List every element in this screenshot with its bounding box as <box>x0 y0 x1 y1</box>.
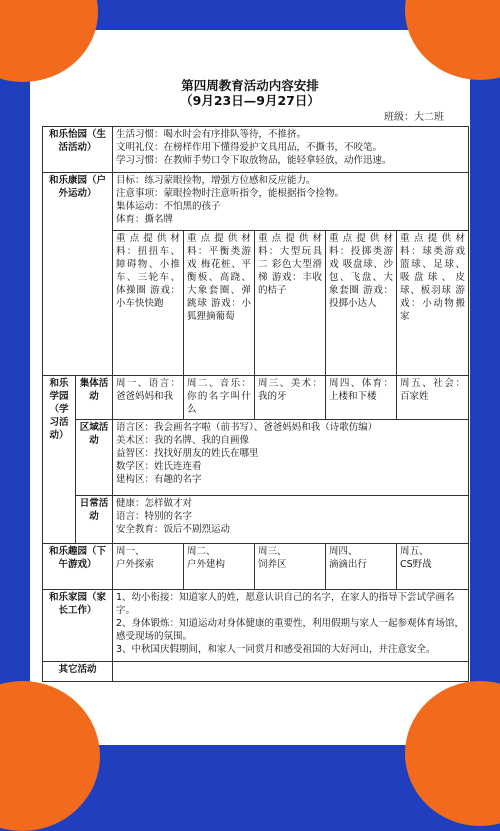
life-line: 学习习惯：在教师手势口令下取放物品，能轻拿轻放，动作迅速。 <box>116 155 392 166</box>
games-row <box>43 544 469 590</box>
family-header: 和乐家园（家长工作） <box>43 590 113 662</box>
family-row <box>43 590 469 662</box>
outdoor-line: 目标：练习蒙眼捡物，增强方位感和反应能力。 <box>116 175 316 186</box>
other-content <box>113 662 469 682</box>
group-day-cell: 周五、社会：百家姓 <box>397 376 469 420</box>
date-range: （9月23日—9月27日） <box>180 93 320 108</box>
learning-daily-row <box>43 496 469 544</box>
family-line: 2、身体锻炼：知道运动对身体健康的重要性，利用假期与家人一起参观体育场馆，感受现场的氛围。 <box>116 618 465 642</box>
outdoor-header: 和乐康园（户外运动） <box>43 173 113 376</box>
game-day: 周二、 <box>187 546 216 557</box>
game-activity: 户外探索 <box>116 559 155 570</box>
other-row <box>43 662 469 682</box>
area-line: 建构区：有趣的名字 <box>116 474 202 485</box>
area-activity-content <box>113 420 469 496</box>
outdoor-content <box>113 173 469 231</box>
game-day-cell <box>184 544 255 590</box>
area-line: 语言区：我会画名字啦（前书写）、爸爸妈妈和我（诗歌仿编） <box>116 422 378 433</box>
group-day-cell: 周一、语言：爸爸妈妈和我 <box>113 376 184 420</box>
life-row <box>43 127 469 173</box>
area-line: 益智区：找找好朋友的姓氏在哪里 <box>116 448 259 459</box>
outdoor-line: 体育：撕名牌 <box>116 214 174 225</box>
daily-activity-label: 日常活动 <box>76 496 113 544</box>
life-content <box>113 127 469 173</box>
daily-line: 健康：怎样做才对 <box>116 498 193 509</box>
game-day: 周五、 <box>400 546 429 557</box>
outdoor-row <box>43 173 469 231</box>
life-header: 和乐怡园（生活活动） <box>43 127 113 173</box>
area-line: 数学区：姓氏连连看 <box>116 461 202 472</box>
game-day: 周四、 <box>329 546 358 557</box>
game-day-cell <box>255 544 326 590</box>
daily-activity-content <box>113 496 469 544</box>
group-activity-label: 集体活动 <box>76 376 113 420</box>
family-content <box>113 590 469 662</box>
learning-header: 和乐学园（学习活动） <box>43 376 76 544</box>
daily-line: 语言：特别的名字 <box>116 511 193 522</box>
material-cell: 重点提供材料：大型玩具二 彩色大型滑梯 游戏：丰收的桔子 <box>255 231 326 376</box>
class-label: 班级：大二班 <box>384 112 444 123</box>
learning-area-row <box>43 420 469 496</box>
outdoor-line: 注意事项：蒙眼捡物时注意听指令，能根据指令捡物。 <box>116 188 345 199</box>
game-day-cell <box>397 544 469 590</box>
game-activity: 滴滴出行 <box>329 559 368 570</box>
outdoor-line: 集体运动：不怕黑的孩子 <box>116 201 221 212</box>
family-line: 3、中秋国庆假期间，和家人一同赏月和感受祖国的大好河山，并注意安全。 <box>116 644 436 655</box>
group-day-cell: 周四、体育：上楼和下楼 <box>326 376 397 420</box>
area-activity-label: 区域活动 <box>76 420 113 496</box>
material-cell: 重点提供材料：平衡类游戏 梅花桩、平衡板、高跷、大象套圈、弹跳球 游戏：小狐狸摘葡萄 <box>184 231 255 376</box>
group-day-cell: 周二、音乐：你的名字叫什么 <box>184 376 255 420</box>
games-header: 和乐趣园（下午游戏） <box>43 544 113 590</box>
material-cell: 重点提供材料：投掷类游戏 吸盘球、沙包、飞盘、大象套圈 游戏：投掷小达人 <box>326 231 397 376</box>
page-title: 第四周教育活动内容安排 <box>181 78 319 93</box>
other-header: 其它活动 <box>43 662 113 682</box>
area-line: 美术区：我的名牌、我的自画像 <box>116 435 250 446</box>
game-activity: CS野战 <box>400 559 432 570</box>
life-line: 生活习惯：喝水时会有序排队等待，不推挤。 <box>116 129 307 140</box>
schedule-table <box>42 126 469 682</box>
daily-line: 安全教育：饭后不剧烈运动 <box>116 524 231 535</box>
game-day: 周一、 <box>116 546 145 557</box>
group-day-cell: 周三、美术：我的牙 <box>255 376 326 420</box>
game-day-cell <box>326 544 397 590</box>
life-line: 文明礼仪：在榜样作用下懂得爱护文具用品，不撕书，不咬笔。 <box>116 142 383 153</box>
game-day: 周三、 <box>258 546 287 557</box>
material-cell: 重点提供材料：扭扭车、障碍物、小推车、三轮车、体操圈 游戏：小车快快跑 <box>113 231 184 376</box>
learning-group-row <box>43 376 469 420</box>
game-day-cell <box>113 544 184 590</box>
material-cell: 重点提供材料：球类游戏 篮球、足球、吸盘球、皮球、板羽球 游戏：小动物搬家 <box>397 231 469 376</box>
game-activity: 户外建构 <box>187 559 226 570</box>
family-line: 1、幼小衔接：知道家人的姓，愿意认识自己的名字，在家人的指导下尝试学画名字。 <box>116 592 455 616</box>
game-activity: 饲养区 <box>258 559 287 570</box>
